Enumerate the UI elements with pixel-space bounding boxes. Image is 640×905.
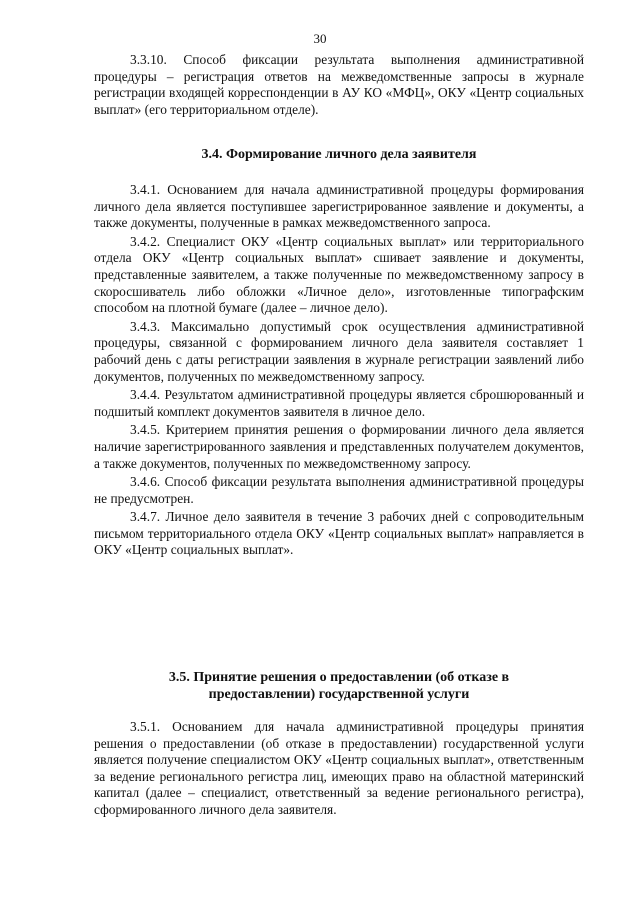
section-3-4-body — [94, 182, 584, 561]
paragraph-3-4-5: 3.4.5. Критерием принятия решения о формировании личного дела является наличие зарегистрированного заявления и представленных получателем документов, а также документов, полученных по межведомственному запросу. — [94, 422, 584, 471]
intro-block — [94, 52, 584, 120]
section-3-5-heading-line1: 3.5. Принятие решения о предоставлении (об отказе в — [168, 670, 510, 685]
paragraph-3-4-3: 3.4.3. Максимально допустимый срок осуществления административной процедуры, связанной с формированием личного дела заявителя составляет 1 рабочий день с даты регистрации заявления в журнале регистрации заявлений либо документов, полученных по межведомственному запросу. — [94, 318, 584, 384]
page-number: 30 — [313, 31, 327, 46]
paragraph-3-4-7: 3.4.7. Личное дело заявителя в течение 3 рабочих дней с сопроводительным письмом территориального отдела ОКУ «Центр социальных выплат» направляется в ОКУ «Центр социальных выплат». — [94, 509, 584, 558]
paragraph-3-4-1: 3.4.1. Основанием для начала административной процедуры формирования личного дела является поступившее зарегистрированное заявление и документы, а также документы, полученные в рамках межведомственного запроса. — [94, 182, 584, 231]
paragraph-3-4-6: 3.4.6. Способ фиксации результата выполнения административной процедуры не предусмотрен. — [94, 474, 584, 506]
section-3-4-heading: 3.4. Формирование личного дела заявителя — [201, 147, 477, 162]
section-3-5-body — [94, 719, 584, 821]
section-3-5-heading-line2: предоставлении) государственной услуги — [208, 687, 470, 702]
paragraph-3-4-4: 3.4.4. Результатом административной процедуры является сброшюрованный и подшитый комплект документов заявителя в личное дело. — [94, 387, 584, 419]
paragraph-3-3-10: 3.3.10. Способ фиксации результата выполнения административной процедуры – регистрация ответов на межведомственные запросы в журнале регистрации входящей корреспонденции в АУ КО «МФЦ», ОКУ «Центр социальных выплат» (его территориальном отделе). — [94, 52, 584, 117]
paragraph-3-5-1: 3.5.1. Основанием для начала административной процедуры принятия решения о предоставлении (об отказе в предоставлении) государственной услуги является получение специалистом ОКУ «Центр социальных выплат», ответственным за ведение регионального регистра лиц, имеющих право на областной материнский капитал (далее – специалист, ответственный за ведение регионального регистра), сформированного личного дела заявителя. — [94, 719, 584, 817]
paragraph-3-4-2: 3.4.2. Специалист ОКУ «Центр социальных выплат» или территориального отдела ОКУ «Центр социальных выплат» сшивает заявление и документы, представленные заявителем, а также полученные по межведомственному запросу в скоросшиватель либо обложки «Личное дело», изготовленные типографским способом на плотной бумаге (далее – личное дело). — [94, 233, 584, 316]
section-3-5-heading — [94, 669, 584, 703]
